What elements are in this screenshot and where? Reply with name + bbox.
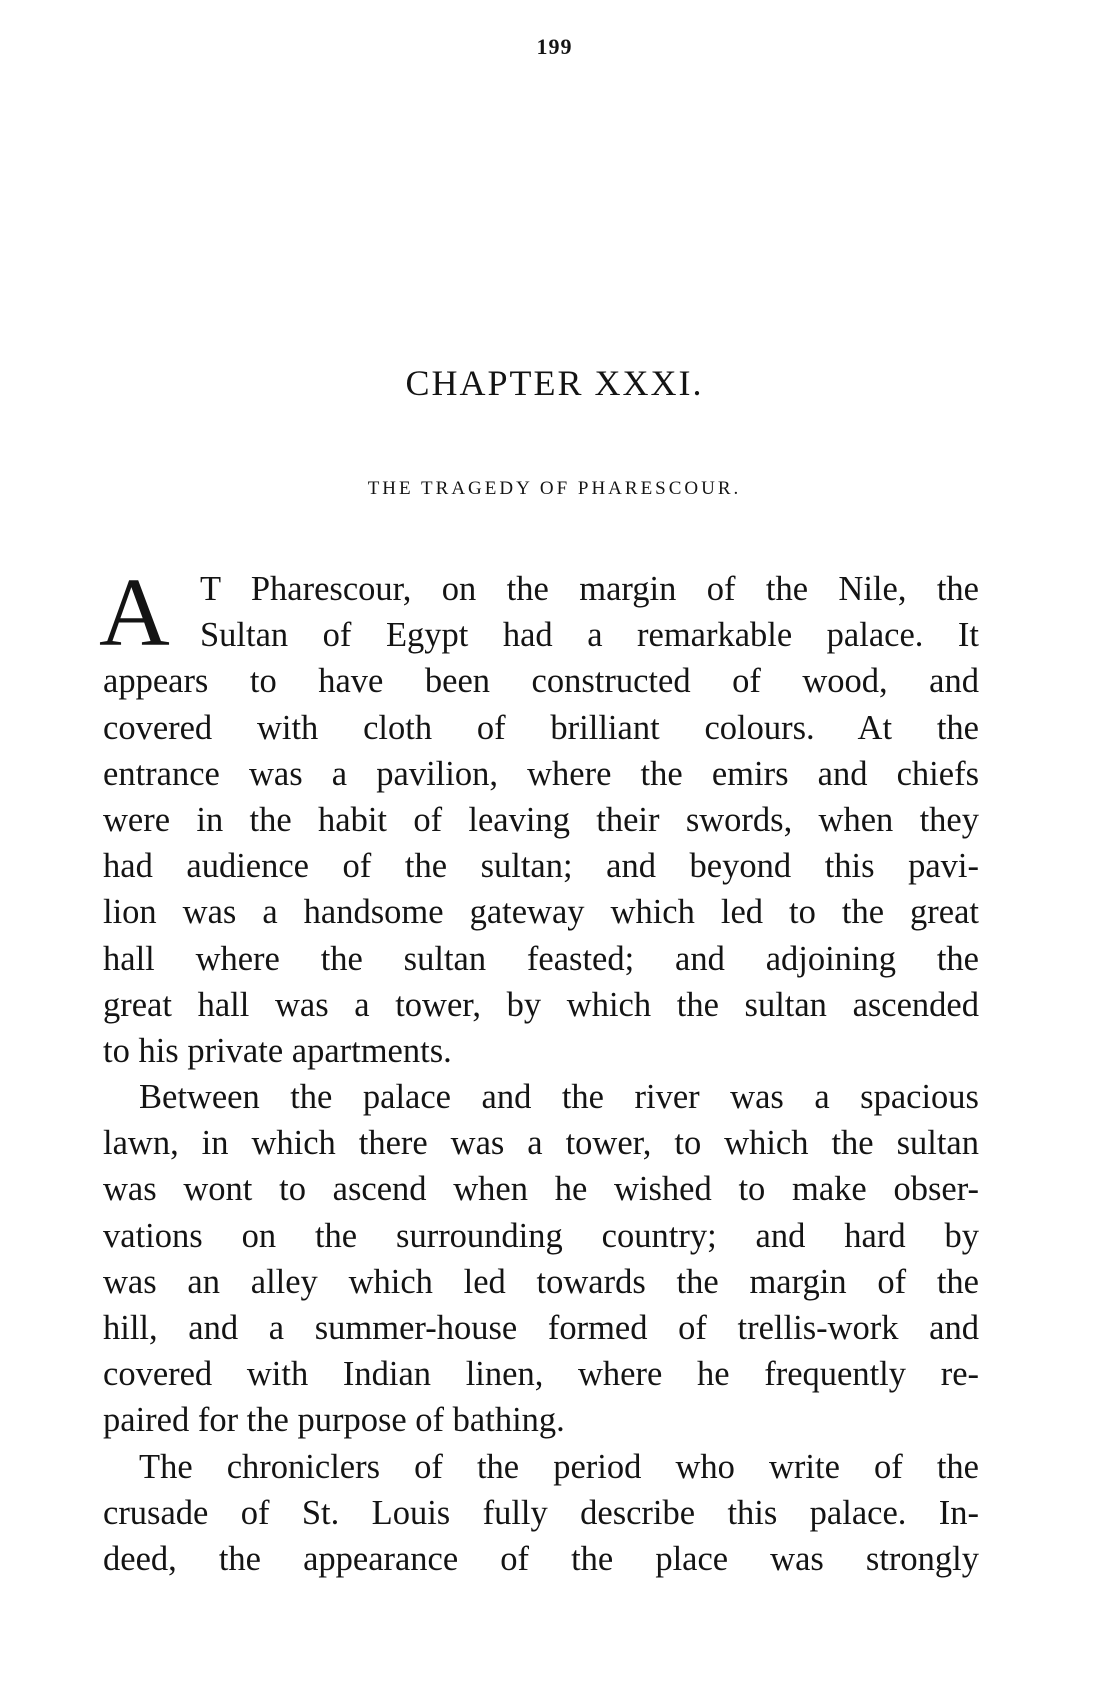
text-line: crusade of St. Louis fully describe this palace. In- — [103, 1493, 979, 1532]
text-line: T Pharescour, on the margin of the Nile, the — [200, 570, 979, 608]
text-line: were in the habit of leaving their swords, when they — [103, 800, 979, 839]
paragraph-2 — [103, 1074, 979, 1444]
text-line: paired for the purpose of bathing. — [103, 1401, 565, 1440]
chapter-title: CHAPTER XXXI. — [405, 363, 704, 403]
chapter-subtitle: THE TRAGEDY OF PHARESCOUR. — [367, 478, 742, 499]
text-line: entrance was a pavilion, where the emirs and chiefs — [103, 754, 979, 793]
text-line: lawn, in which there was a tower, to which the sultan — [103, 1124, 979, 1163]
text-line: vations on the surrounding country; and hard by — [103, 1216, 979, 1255]
text-line: was an alley which led towards the margin of the — [103, 1262, 979, 1301]
page-number: 199 — [536, 34, 573, 59]
text-line: had audience of the sultan; and beyond this pavi- — [103, 847, 979, 886]
text-line: The chroniclers of the period who write of the — [139, 1447, 979, 1486]
paragraph-3 — [103, 1444, 979, 1583]
text-line: hall where the sultan feasted; and adjoining the — [103, 939, 979, 978]
text-line: lion was a handsome gateway which led to the great — [103, 893, 979, 932]
text-line: covered with Indian linen, where he frequently re- — [103, 1355, 979, 1394]
text-line: deed, the appearance of the place was strongly — [103, 1539, 979, 1578]
text-line: to his private apartments. — [103, 1031, 452, 1070]
drop-cap: A — [99, 559, 170, 667]
text-line: hill, and a summer-house formed of trellis-work and — [103, 1309, 979, 1347]
paragraph-1 — [99, 559, 979, 1074]
text-line: was wont to ascend when he wished to make obser- — [103, 1170, 979, 1209]
text-line: great hall was a tower, by which the sultan ascended — [103, 985, 979, 1024]
text-line: appears to have been constructed of wood, and — [103, 662, 979, 701]
text-line: Between the palace and the river was a spacious — [139, 1078, 979, 1117]
text-line: Sultan of Egypt had a remarkable palace. It — [200, 616, 979, 655]
body-text — [99, 559, 979, 1582]
text-line: covered with cloth of brilliant colours. At the — [103, 708, 979, 747]
